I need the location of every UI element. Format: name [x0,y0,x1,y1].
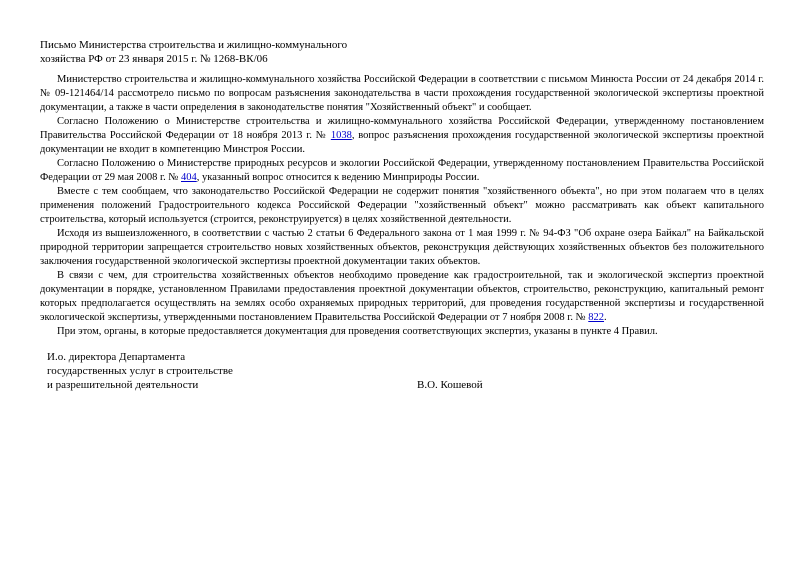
decree-822-link[interactable]: 822 [588,312,605,323]
paragraph-2 [40,115,764,157]
paragraph-7: При этом, органы, в которые предоставляется документация для проведения соответствующих экспертиз, указаны в пункте 4 Правил. [57,326,658,337]
decree-1038-link[interactable]: 1038 [330,130,352,141]
paragraph-4: Вместе с тем сообщаем, что законодательство Российской Федерации не содержит понятия "хозяйственного объекта", но при этом полагаем что в целях применения положений Градостроительного кодекса Российской Федерации "хозяйственный объект" можно рассматривать как объект капитального строительства, который используется (строится, реконструируется) в целях хозяйственной деятельности. [40,186,764,225]
signature-line-3: и разрешительной деятельности [47,379,199,391]
paragraph-2-text-a: Согласно Положению о Министерстве строительства и жилищно-коммунального хозяйства Российской Федерации, утвержденному постановлением Правительства Российской Федерации от 18 ноября 2013 г. № [40,116,764,141]
paragraph-6 [40,269,764,325]
paragraph-3-text-a: Согласно Положению о Министерстве природных ресурсов и экологии Российской Федерации, утвержденному постановлением Правительства Российской Федерации от 29 мая 2008 г. № [40,158,764,183]
signature-block [47,350,233,392]
paragraph-5: Исходя из вышеизложенного, в соответствии с частью 2 статьи 6 Федерального закона от 1 мая 1999 г. № 94-ФЗ "Об охране озера Байкал" на Байкальской природной территории запрещается строительство новых хозяйственных объектов, реконструкция действующих хозяйственных объектов без положительного заключения государственной экологической экспертизы проектной документации таких объектов. [40,228,764,267]
paragraph-3 [40,157,764,185]
paragraph-2-text-b: , вопрос разъяснения прохождения государственной экологической экспертизы проектной документации не входит в компетенцию Минстроя России. [40,130,764,155]
title-line-1: Письмо Министерства строительства и жилищно-коммунального [40,39,348,51]
decree-404-link[interactable]: 404 [181,172,197,183]
document-body [40,73,764,339]
paragraph-3-text-b: , указанный вопрос относится к ведению Минприроды России. [196,172,480,183]
title-line-2: хозяйства РФ от 23 января 2015 г. № 1268-ВК/06 [40,53,268,65]
signature-line-1: И.о. директора Департамента [47,351,186,363]
paragraph-6-text-b: . [604,312,607,323]
paragraph-6-text-a: В связи с чем, для строительства хозяйственных объектов необходимо проведение как градостроительной, так и экологической экспертиз проектной документации в порядке, установленном Правилами предоставления проектной документации объектов, строительство, реконструкцию, капитальный ремонт которых предполагается осуществлять на землях особо охраняемых природных территорий, для проведения государственной экспертизы и государственной экологической экспертизы, утвержденными постановлением Правительства Российской Федерации от 7 ноября 2008 г. № [40,270,764,323]
signatory-name: В.О. Кошевой [417,379,483,391]
document-title [40,38,347,66]
signature-line-2: государственных услуг в строительстве [47,365,233,377]
paragraph-1: Министерство строительства и жилищно-коммунального хозяйства Российской Федерации в соответствии с письмом Минюста России от 24 декабря 2014 г. № 09-121464/14 рассмотрело письмо по вопросам разъяснения законодательства в части прохождения государственной экологической экспертизы проектной документации, а также в части определения в законодательстве понятия "Хозяйственный объект" и сообщает. [40,74,764,113]
